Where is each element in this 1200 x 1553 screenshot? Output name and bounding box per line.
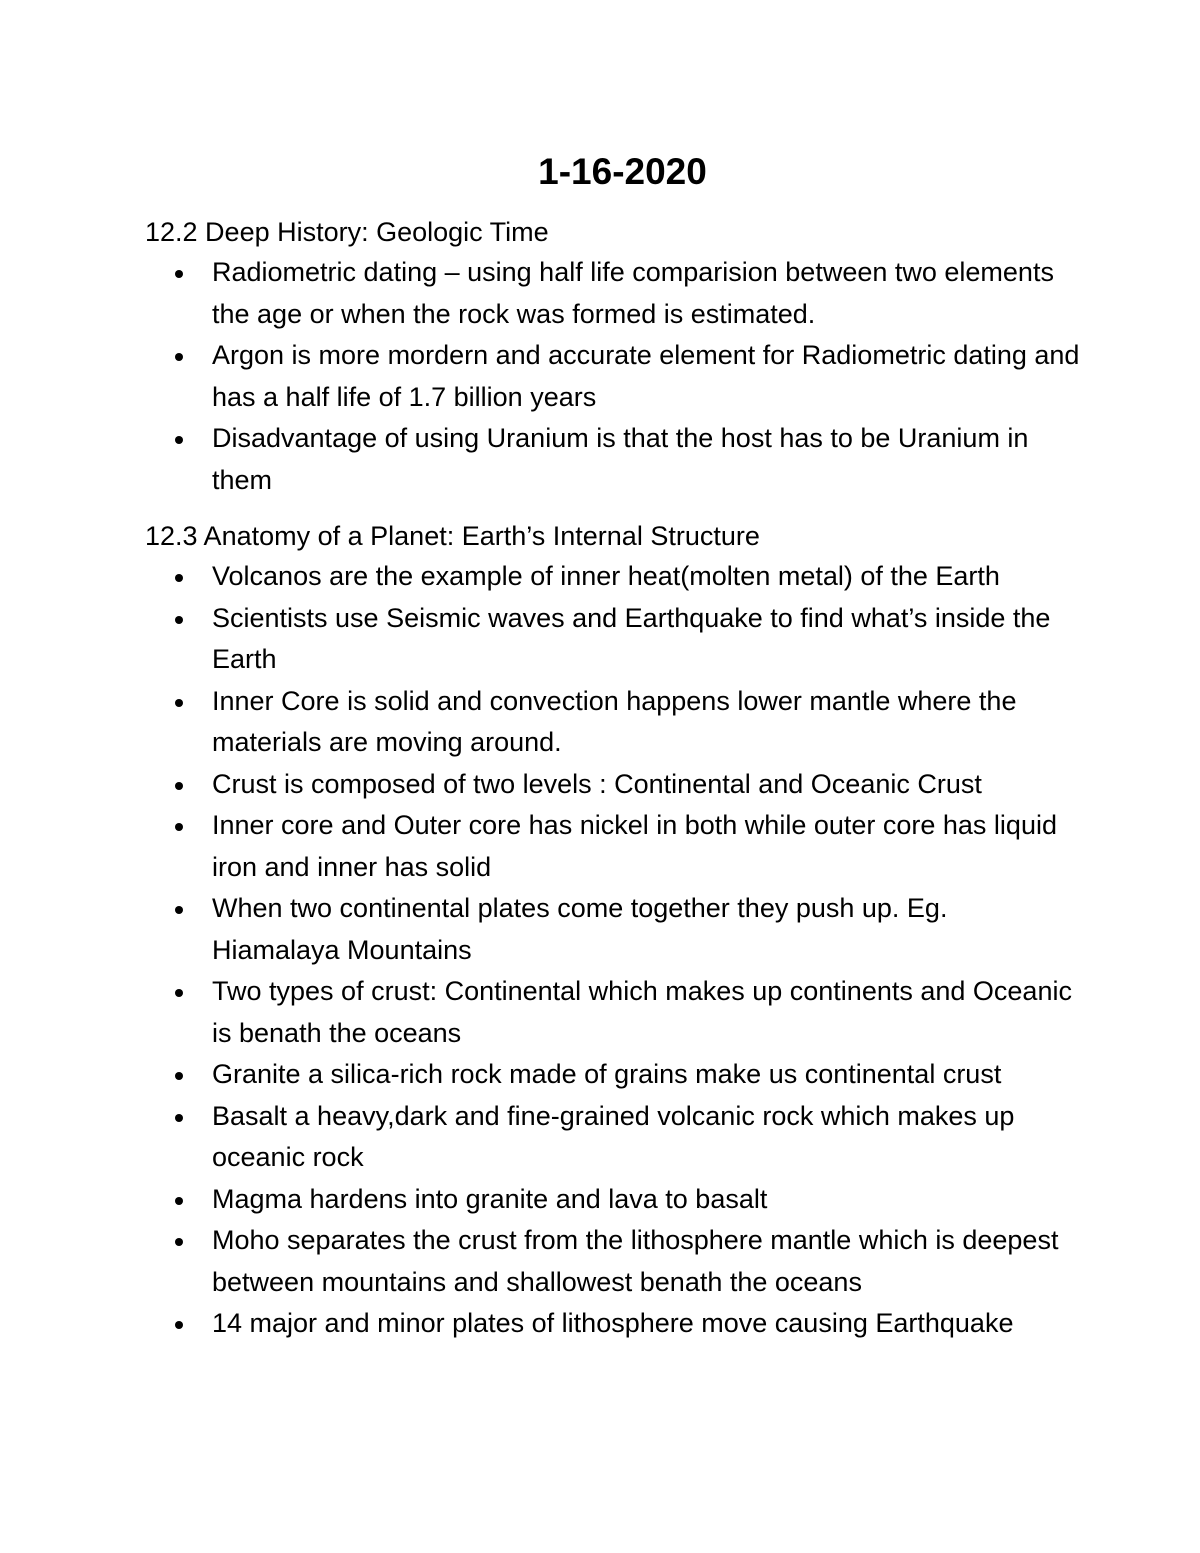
bullet-icon [175,906,183,914]
bullet-icon [175,574,183,582]
list-item-text: Moho separates the crust from the lithosphere mantle which is deepest between mountains and shallowest benath the oceans [212,1225,1059,1297]
list-item-text: Basalt a heavy,dark and fine-grained volcanic rock which makes up oceanic rock [212,1100,1015,1172]
list-item [145,1054,1080,1096]
bullet-icon [175,353,183,361]
bullet-icon [175,270,183,278]
bullet-icon [175,1114,183,1122]
section-heading-internal-structure: 12.3 Anatomy of a Planet: Earth’s Internal Structure [145,521,760,551]
section-heading-geologic-time: 12.2 Deep History: Geologic Time [145,217,549,247]
list-item-text: Crust is composed of two levels : Continental and Oceanic Crust [212,768,982,799]
list-item [145,335,1080,418]
list-item [145,1096,1080,1179]
bullet-list-geologic-time [145,252,1080,501]
list-item [145,418,1080,501]
bullet-icon [175,699,183,707]
list-item [145,681,1080,764]
list-item [145,556,1080,598]
bullet-icon [175,436,183,444]
list-item-text: Scientists use Seismic waves and Earthquake to find what’s inside the Earth [212,602,1051,674]
list-item [145,971,1080,1054]
list-item-text: Inner Core is solid and convection happens lower mantle where the materials are moving around. [212,685,1017,757]
bullet-icon [175,782,183,790]
list-item-text: Two types of crust: Continental which makes up continents and Oceanic is benath the oceans [212,976,1072,1048]
bullet-icon [175,989,183,997]
list-item-text: Magma hardens into granite and lava to basalt [212,1183,768,1214]
bullet-icon [175,1197,183,1205]
list-item [145,1179,1080,1221]
list-item [145,1220,1080,1303]
list-item-text: Volcanos are the example of inner heat(molten metal) of the Earth [212,561,1000,591]
bullet-icon [175,616,183,624]
list-item-text: Inner core and Outer core has nickel in both while outer core has liquid iron and inner has solid [212,810,1057,882]
list-item-text: Granite a silica-rich rock made of grains make us continental crust [212,1059,1002,1089]
list-item-text: When two continental plates come together they push up. Eg. Hiamalaya Mountains [212,893,948,965]
list-item-text: Argon is more mordern and accurate element for Radiometric dating and has a half life of 1.7 billion years [212,340,1080,412]
list-item [145,764,1080,806]
list-item [145,598,1080,681]
list-item-text: Disadvantage of using Uranium is that the host has to be Uranium in them [212,423,1029,495]
bullet-icon [175,1072,183,1080]
bullet-icon [175,1238,183,1246]
list-item [145,1303,1080,1345]
bullet-list-internal-structure [145,556,1080,1345]
list-item [145,252,1080,335]
page-title: 1-16-2020 [538,151,707,192]
bullet-icon [175,1321,183,1329]
bullet-icon [175,823,183,831]
list-item-text: Radiometric dating – using half life comparision between two elements the age or when the rock was formed is estimated. [212,257,1054,329]
list-item [145,805,1080,888]
list-item [145,888,1080,971]
list-item-text: 14 major and minor plates of lithosphere move causing Earthquake [212,1308,1014,1338]
